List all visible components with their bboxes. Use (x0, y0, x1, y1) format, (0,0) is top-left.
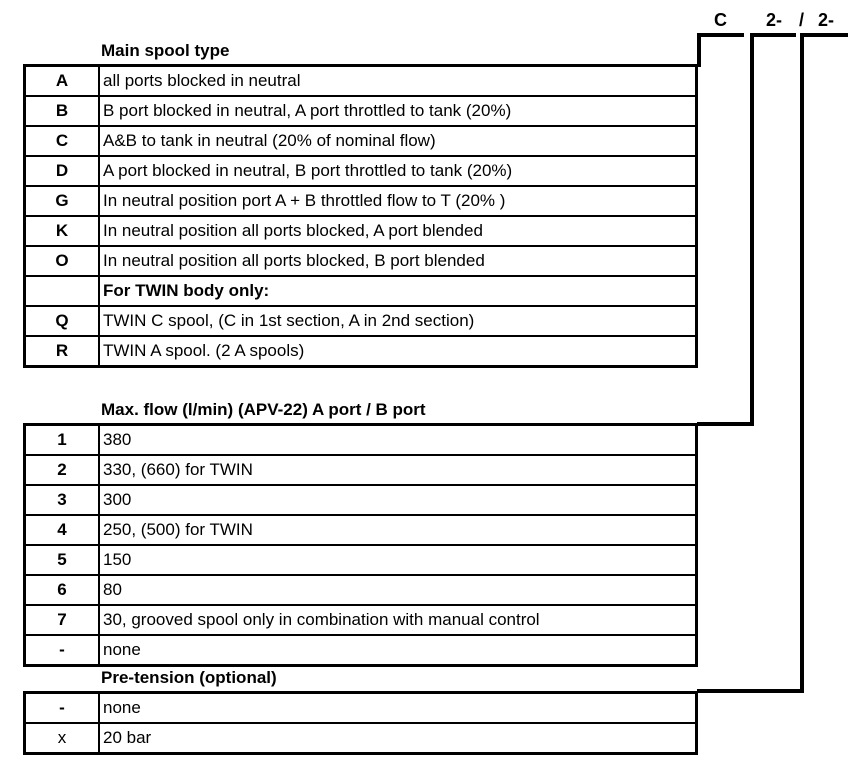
table-row (26, 215, 695, 245)
code-pretension: 2- (818, 10, 835, 30)
code-flow: 2- (766, 10, 783, 30)
row-desc: all ports blocked in neutral (103, 71, 301, 90)
table-row (26, 95, 695, 125)
row-desc: A&B to tank in neutral (20% of nominal flow) (103, 131, 436, 150)
table-row-subheading (26, 275, 695, 305)
row-desc: For TWIN body only: (103, 281, 270, 300)
row-code: 4 (26, 516, 100, 544)
spool-section-title: Main spool type (101, 41, 230, 60)
table-row (26, 454, 695, 484)
row-code: G (26, 187, 100, 215)
row-code: B (26, 97, 100, 125)
row-code: - (26, 694, 100, 722)
row-code: R (26, 337, 100, 365)
spool-table (23, 64, 698, 368)
row-code: A (26, 67, 100, 95)
table-row (26, 155, 695, 185)
table-row (26, 484, 695, 514)
row-desc: 380 (103, 430, 132, 449)
row-desc: 250, (500) for TWIN (103, 520, 253, 539)
flow-section-title: Max. flow (l/min) (APV-22) A port / B port (101, 400, 426, 419)
row-code: x (26, 724, 100, 752)
row-desc: 80 (103, 580, 122, 599)
table-row (26, 185, 695, 215)
table-row (26, 634, 695, 664)
table-row (26, 514, 695, 544)
row-code: 1 (26, 426, 100, 454)
row-desc: none (103, 698, 141, 717)
row-desc: In neutral position all ports blocked, B port blended (103, 251, 485, 270)
table-row (26, 67, 695, 95)
flow-connector-v (750, 33, 754, 426)
table-row (26, 305, 695, 335)
pretension-connector-v (800, 33, 804, 693)
row-code: C (26, 127, 100, 155)
row-code: 5 (26, 546, 100, 574)
row-code: - (26, 636, 100, 664)
row-code: D (26, 157, 100, 185)
row-desc: none (103, 640, 141, 659)
row-desc: B port blocked in neutral, A port throttled to tank (20%) (103, 101, 512, 120)
row-desc: 30, grooved spool only in combination with manual control (103, 610, 540, 629)
spool-connector-h (697, 33, 744, 37)
table-row (26, 574, 695, 604)
row-code: K (26, 217, 100, 245)
row-code: Q (26, 307, 100, 335)
flow-connector-top (750, 33, 796, 37)
pretension-connector-h (697, 689, 804, 693)
table-row (26, 722, 695, 752)
table-row (26, 426, 695, 454)
row-desc: TWIN C spool, (C in 1st section, A in 2nd section) (103, 311, 475, 330)
table-row (26, 544, 695, 574)
row-code: O (26, 247, 100, 275)
row-desc: 300 (103, 490, 132, 509)
row-code: 7 (26, 606, 100, 634)
pretension-section-title: Pre-tension (optional) (101, 668, 277, 687)
row-desc: In neutral position port A + B throttled flow to T (20% ) (103, 191, 506, 210)
row-desc: 150 (103, 550, 132, 569)
table-row (26, 604, 695, 634)
flow-connector-h (697, 422, 754, 426)
pretension-table (23, 691, 698, 755)
row-code: 2 (26, 456, 100, 484)
table-row (26, 125, 695, 155)
row-code (26, 277, 100, 305)
flow-table (23, 423, 698, 667)
row-desc: A port blocked in neutral, B port throttled to tank (20%) (103, 161, 513, 180)
row-desc: TWIN A spool. (2 A spools) (103, 341, 305, 360)
table-row (26, 335, 695, 365)
row-desc: 20 bar (103, 728, 152, 747)
row-desc: 330, (660) for TWIN (103, 460, 253, 479)
spool-connector-v (697, 33, 701, 67)
code-spool: C (714, 10, 727, 30)
row-code: 3 (26, 486, 100, 514)
code-separator: / (799, 10, 805, 30)
pretension-connector-top (800, 33, 848, 37)
row-code: 6 (26, 576, 100, 604)
table-row (26, 694, 695, 722)
table-row (26, 245, 695, 275)
row-desc: In neutral position all ports blocked, A port blended (103, 221, 483, 240)
